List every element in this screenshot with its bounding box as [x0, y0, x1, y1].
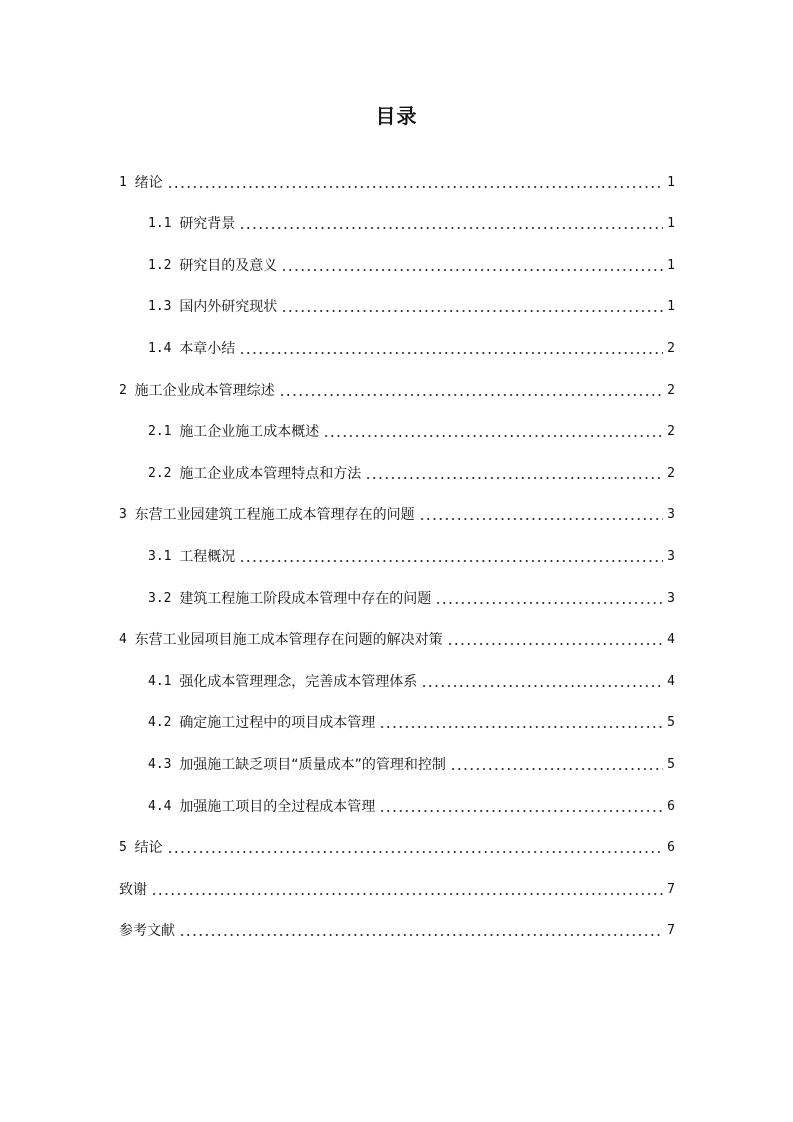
dot-leader — [279, 394, 663, 396]
dot-leader — [151, 893, 663, 895]
toc-entry-page-number: 3 — [667, 590, 675, 606]
dot-leader — [167, 186, 663, 188]
toc-entry-title: 东营工业园项目施工成本管理存在问题的解决对策 — [134, 632, 443, 649]
toc-entry-number: 4 — [119, 632, 135, 648]
table-of-contents — [119, 159, 675, 949]
toc-entry[interactable] — [119, 492, 675, 534]
dot-leader — [379, 810, 663, 812]
toc-entry-number: 2 — [119, 382, 135, 398]
toc-entry-title: 本章小结 — [179, 340, 236, 357]
toc-entry-page-number: 5 — [667, 756, 675, 772]
dot-leader — [239, 560, 663, 562]
toc-entry-page-number: 1 — [667, 257, 675, 273]
toc-entry-page-number: 6 — [667, 840, 675, 856]
dot-leader — [281, 269, 663, 271]
toc-entry-page-number: 2 — [667, 465, 675, 481]
toc-entry-title: 强化成本管理理念，完善成本管理体系 — [179, 673, 418, 690]
toc-entry[interactable] — [119, 242, 675, 284]
toc-entry-page-number: 5 — [667, 715, 675, 731]
toc-entry[interactable] — [119, 741, 675, 783]
toc-entry-page-number: 3 — [667, 507, 675, 523]
toc-entry[interactable] — [119, 367, 675, 409]
page-title: 目录 — [375, 104, 418, 128]
toc-entry-title: 施工企业成本管理综述 — [134, 382, 275, 399]
toc-entry-number: 1 — [119, 174, 135, 190]
dot-leader — [447, 643, 663, 645]
toc-entry[interactable] — [119, 201, 675, 243]
toc-entry[interactable] — [119, 866, 675, 908]
toc-entry-title: 工程概况 — [179, 548, 236, 565]
toc-entry-title: 东营工业园建筑工程施工成本管理存在的问题 — [134, 507, 415, 524]
toc-entry-number: 5 — [119, 840, 135, 856]
toc-entry-number: 2.1 — [148, 424, 180, 440]
toc-entry-number: 4.1 — [148, 673, 180, 689]
dot-leader — [239, 227, 663, 229]
dot-leader — [167, 851, 663, 853]
toc-entry-page-number: 2 — [667, 382, 675, 398]
dot-leader — [450, 768, 663, 770]
toc-entry-number: 4.3 — [148, 756, 180, 772]
toc-entry-title: 加强施工缺乏项目“质量成本”的管理和控制 — [179, 756, 446, 773]
toc-entry-page-number: 3 — [667, 548, 675, 564]
toc-entry-title: 加强施工项目的全过程成本管理 — [179, 798, 376, 815]
toc-entry-title: 施工企业施工成本概述 — [179, 424, 320, 441]
toc-entry-page-number: 4 — [667, 632, 675, 648]
toc-entry-title: 研究目的及意义 — [179, 257, 278, 274]
toc-entry-page-number: 6 — [667, 798, 675, 814]
toc-entry-title: 绪论 — [134, 174, 163, 191]
toc-entry-title: 建筑工程施工阶段成本管理中存在的问题 — [179, 590, 432, 607]
toc-entry-page-number: 2 — [667, 424, 675, 440]
toc-entry[interactable] — [119, 409, 675, 451]
toc-entry-number: 3.2 — [148, 590, 180, 606]
toc-entry[interactable] — [119, 159, 675, 201]
toc-entry[interactable] — [119, 284, 675, 326]
toc-entry-title: 研究背景 — [179, 216, 236, 233]
toc-entry-number: 1.3 — [148, 299, 180, 315]
toc-entry-number: 3 — [119, 507, 135, 523]
toc-entry-number: 1.4 — [148, 340, 180, 356]
toc-entry[interactable] — [119, 783, 675, 825]
toc-entry-number: 3.1 — [148, 548, 180, 564]
toc-entry-number: 1.1 — [148, 216, 180, 232]
toc-entry[interactable] — [119, 617, 675, 659]
dot-leader — [179, 934, 663, 936]
dot-leader — [421, 685, 663, 687]
toc-entry-title: 结论 — [134, 840, 163, 857]
dot-leader — [323, 435, 663, 437]
toc-entry-title: 确定施工过程中的项目成本管理 — [179, 715, 376, 732]
dot-leader — [281, 310, 663, 312]
toc-entry[interactable] — [119, 908, 675, 950]
toc-entry-page-number: 7 — [667, 923, 675, 939]
toc-entry-page-number: 7 — [667, 881, 675, 897]
toc-entry-page-number: 2 — [667, 340, 675, 356]
toc-entry-title: 施工企业成本管理特点和方法 — [179, 465, 362, 482]
toc-entry-title: 参考文献 — [119, 923, 175, 940]
dot-leader — [379, 726, 663, 728]
toc-entry-page-number: 1 — [667, 174, 675, 190]
toc-entry-number: 1.2 — [148, 257, 180, 273]
toc-entry[interactable] — [119, 700, 675, 742]
dot-leader — [365, 477, 663, 479]
toc-entry-page-number: 4 — [667, 673, 675, 689]
toc-entry[interactable] — [119, 575, 675, 617]
toc-entry[interactable] — [119, 825, 675, 867]
dot-leader — [239, 352, 663, 354]
dot-leader — [435, 602, 663, 604]
toc-entry-number: 4.4 — [148, 798, 180, 814]
toc-entry-title: 国内外研究现状 — [179, 299, 278, 316]
toc-entry-number: 2.2 — [148, 465, 180, 481]
toc-entry-title: 致谢 — [119, 881, 147, 898]
toc-entry-number: 4.2 — [148, 715, 180, 731]
toc-entry[interactable] — [119, 325, 675, 367]
dot-leader — [419, 518, 663, 520]
toc-entry-page-number: 1 — [667, 299, 675, 315]
toc-entry-page-number: 1 — [667, 216, 675, 232]
toc-entry[interactable] — [119, 533, 675, 575]
toc-entry[interactable] — [119, 658, 675, 700]
toc-entry[interactable] — [119, 450, 675, 492]
